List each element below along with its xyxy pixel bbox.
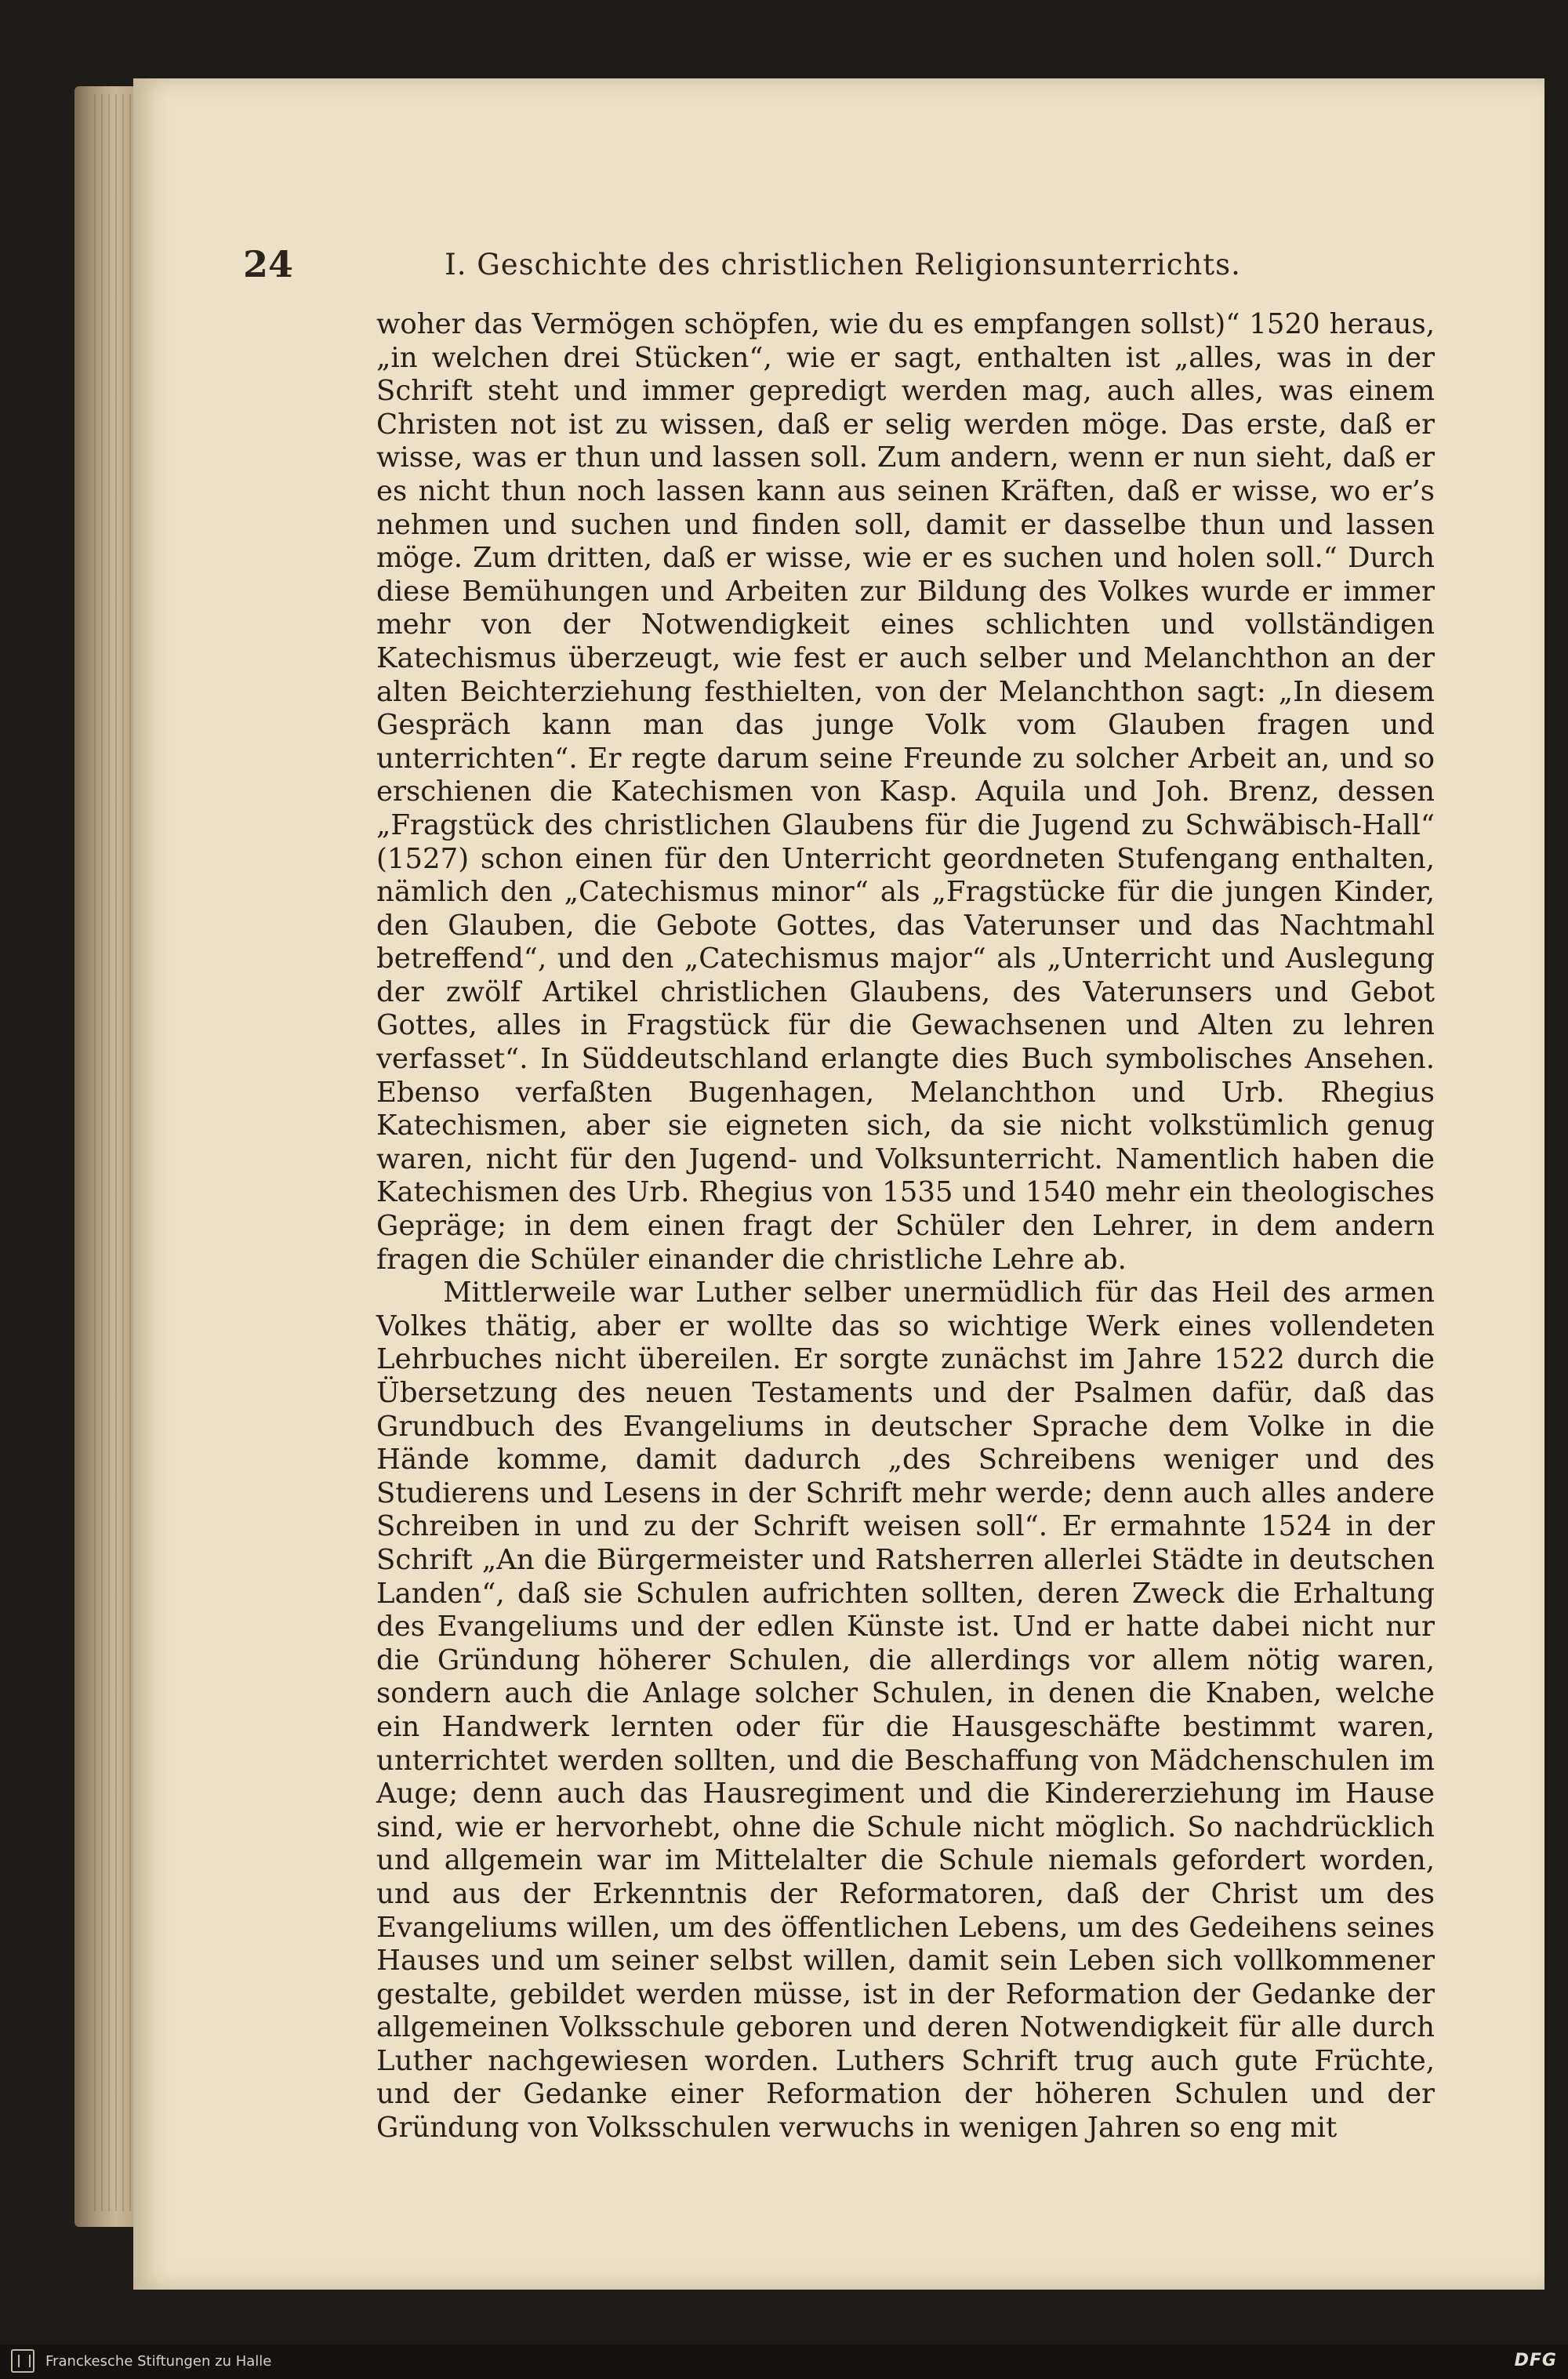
running-head: I. Geschichte des christlichen Religionsunterrichts.: [445, 248, 1241, 281]
paragraph-2: Mittlerweile war Luther selber unermüdlich für das Heil des armen Volkes thätig, aber er wollte das so wichtige Werk eines vollendeten Lehrbuches nicht übereilen. Er sorgte zunächst im Jahre 1522 durch die Übersetzung des neuen Testaments und der Psalmen dafür, daß das Grundbuch des Evangeliums in deutscher Sprache dem Volke in die Hände komme, damit dadurch „des Schreibens weniger und des Studierens und Lesens in der Schrift mehr werde; denn auch alles andere Schreiben in und zu der Schrift weisen soll“. Er ermahnte 1524 in der Schrift „An die Bürgermeister und Ratsherren allerlei Städte in deutschen Landen“, daß sie Schulen aufrichten sollten, deren Zweck die Erhaltung des Evangeliums und der edlen Künste ist. Und er hatte dabei nicht nur die Gründung höherer Schulen, die allerdings vor allem nötig waren, sondern auch die Anlage solcher Schulen, in denen die Knaben, welche ein Handwerk lernten oder für die Hausgeschäfte bestimmt waren, unterrichtet werden sollten, und die Beschaffung von Mädchenschulen im Auge; denn auch das Hausregiment und die Kindererziehung im Hause sind, wie er hervorhebt, ohne die Schule nicht möglich. So nachdrücklich und allgemein war im Mittelalter die Schule niemals gefordert worden, und aus der Erkenntnis der Reformatoren, daß der Christ um des Evangeliums willen, um des öffentlichen Lebens, um des Gedeihens seines Hauses und um seiner selbst willen, damit sein Leben sich vollkommener gestalte, gebildet werden müsse, ist in der Reformation der Gedanke der allgemeinen Volksschule geboren und deren Notwendigkeit für alle durch Luther nachgewiesen worden. Luthers Schrift trug auch gute Früchte, und der Gedanke einer Reformation der höheren Schulen und der Gründung von Volksschulen verwuchs in wenigen Jahren so eng mit: [376, 1277, 1435, 2145]
paragraph-1: woher das Vermögen schöpfen, wie du es empfangen sollst)“ 1520 heraus, „in welchen drei Stücken“, wie er sagt, enthalten ist „alles, was in der Schrift steht und immer gepredigt werden mag, auch alles, was einem Christen not ist zu wissen, daß er selig werden möge. Das erste, daß er wisse, was er thun und lassen soll. Zum andern, wenn er nun sieht, daß er es nicht thun noch lassen kann aus seinen Kräften, daß er wisse, wo er’s nehmen und suchen und finden soll, damit er dasselbe thun und lassen möge. Zum dritten, daß er wisse, wie er es suchen und holen soll.“ Durch diese Bemühungen und Arbeiten zur Bildung des Volkes wurde er immer mehr von der Notwendigkeit eines schlichten und vollständigen Katechismus überzeugt, wie fest er auch selber und Melanchthon an der alten Beichterziehung festhielten, von der Melanchthon sagt: „In diesem Gespräch kann man das junge Volk vom Glauben fragen und unterrichten“. Er regte darum seine Freunde zu solcher Arbeit an, und so erschienen die Katechismen von Kasp. Aquila und Joh. Brenz, dessen „Fragstück des christlichen Glaubens für die Jugend zu Schwäbisch-Hall“ (1527) schon einen für den Unterricht geordneten Stufengang enthalten, nämlich den „Catechismus minor“ als „Fragstücke für die jungen Kinder, den Glauben, die Gebote Gottes, das Vaterunser und das Nachtmahl betreffend“, und den „Catechismus major“ als „Unterricht und Auslegung der zwölf Artikel christlichen Glaubens, des Vaterunsers und Gebot Gottes, alles in Fragstück für die Gewachsenen und Alten zu lehren verfasset“. In Süddeutschland erlangte dies Buch symbolisches Ansehen. Ebenso verfaßten Bugenhagen, Melanchthon und Urb. Rhegius Katechismen, aber sie eigneten sich, da sie nicht volkstümlich genug waren, nicht für den Jugend- und Volksunterricht. Namentlich haben die Katechismen des Urb. Rhegius von 1535 und 1540 mehr ein theologisches Gepräge; in dem einen fragt der Schüler den Lehrer, in dem andern fragen die Schüler einander die christliche Lehre ab.: [376, 308, 1435, 1276]
viewer-footer: [0, 2344, 1568, 2379]
institution-logo-icon: [11, 2349, 34, 2373]
page-number: 24: [243, 243, 294, 285]
page-header: [243, 235, 1443, 298]
dfg-logo: DFG: [1514, 2351, 1557, 2370]
institution-name: Franckesche Stiftungen zu Halle: [45, 2353, 272, 2370]
page-body: [376, 308, 1435, 2145]
